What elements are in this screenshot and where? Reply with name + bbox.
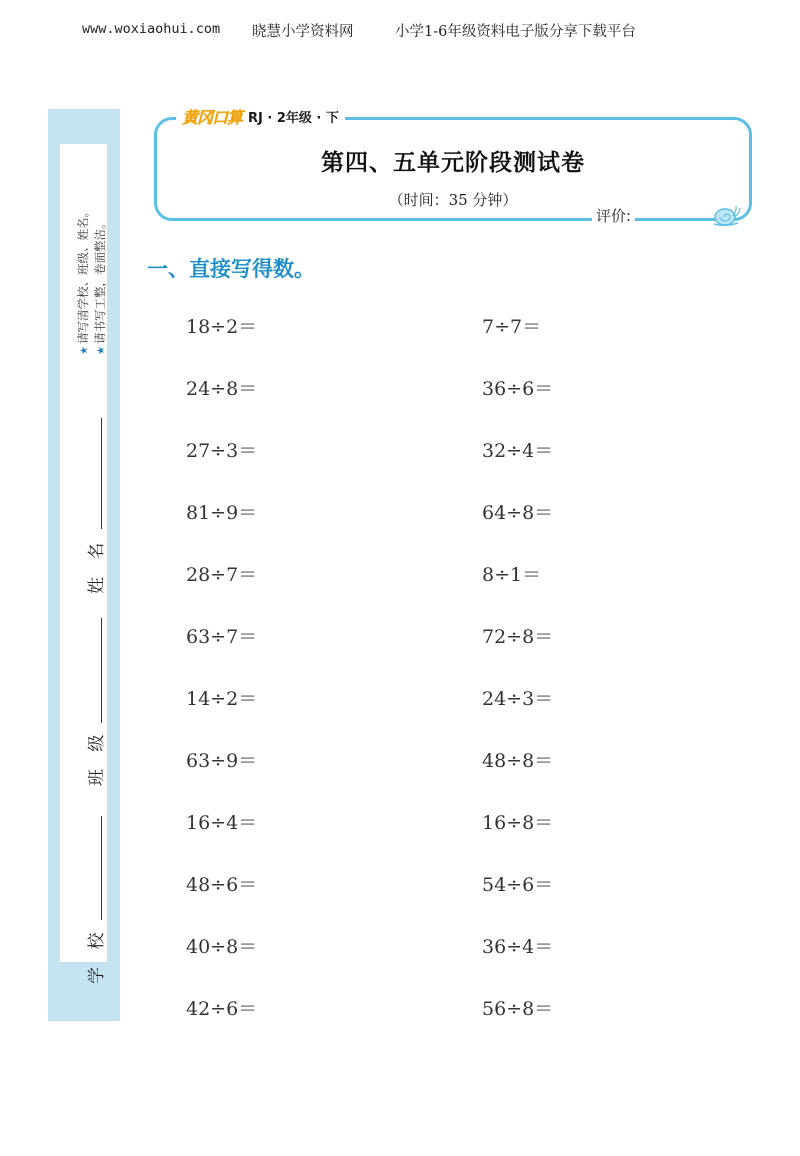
problem-left-4: 81÷9＝ bbox=[186, 502, 258, 524]
problem-left-12: 42÷6＝ bbox=[186, 998, 258, 1020]
problem-left-1: 18÷2＝ bbox=[186, 316, 258, 338]
problem-left-5: 28÷7＝ bbox=[186, 564, 258, 586]
problem-right-8: 48÷8＝ bbox=[482, 750, 554, 772]
class-label: 班 级 bbox=[87, 728, 107, 786]
problem-right-6: 72÷8＝ bbox=[482, 626, 554, 648]
instruction-note-2: ★请书写工整，卷面整洁。 bbox=[93, 217, 107, 355]
problem-right-9: 16÷8＝ bbox=[482, 812, 554, 834]
problem-left-10: 48÷6＝ bbox=[186, 874, 258, 896]
problem-left-11: 40÷8＝ bbox=[186, 936, 258, 958]
problem-right-1: 7÷7＝ bbox=[482, 316, 542, 338]
problem-left-2: 24÷8＝ bbox=[186, 378, 258, 400]
instruction-note-1: ★请写清学校、班级、姓名。 bbox=[76, 206, 90, 355]
problem-right-11: 36÷4＝ bbox=[482, 936, 554, 958]
star-icon: ★ bbox=[96, 346, 107, 355]
problem-right-3: 32÷4＝ bbox=[482, 440, 554, 462]
name-label: 姓 名 bbox=[87, 536, 107, 594]
problem-left-9: 16÷4＝ bbox=[186, 812, 258, 834]
problem-left-6: 63÷7＝ bbox=[186, 626, 258, 648]
grade-label: RJ · 2年级 · 下 bbox=[248, 110, 339, 126]
rating-label: 评价: bbox=[596, 206, 632, 225]
star-icon: ★ bbox=[79, 346, 90, 355]
problem-left-3: 27÷3＝ bbox=[186, 440, 258, 462]
problem-left-8: 63÷9＝ bbox=[186, 750, 258, 772]
brand-logo: 黄冈口算 bbox=[182, 107, 243, 127]
school-label: 学 校 bbox=[87, 926, 107, 984]
exam-title: 第四、五单元阶段测试卷 bbox=[321, 149, 585, 176]
site-slogan: 小学1-6年级资料电子版分享下载平台 bbox=[395, 24, 636, 40]
site-name: 晓慧小学资料网 bbox=[252, 24, 354, 40]
problem-left-7: 14÷2＝ bbox=[186, 688, 258, 710]
problem-right-7: 24÷3＝ bbox=[482, 688, 554, 710]
problem-right-4: 64÷8＝ bbox=[482, 502, 554, 524]
exam-time: （时间：35 分钟） bbox=[388, 191, 518, 209]
problem-right-12: 56÷8＝ bbox=[482, 998, 554, 1020]
problem-right-5: 8÷1＝ bbox=[482, 564, 542, 586]
section-heading: 一、直接写得数。 bbox=[147, 257, 315, 281]
problem-right-10: 54÷6＝ bbox=[482, 874, 554, 896]
site-url[interactable]: www.woxiaohui.com bbox=[82, 21, 221, 37]
problem-right-2: 36÷6＝ bbox=[482, 378, 554, 400]
